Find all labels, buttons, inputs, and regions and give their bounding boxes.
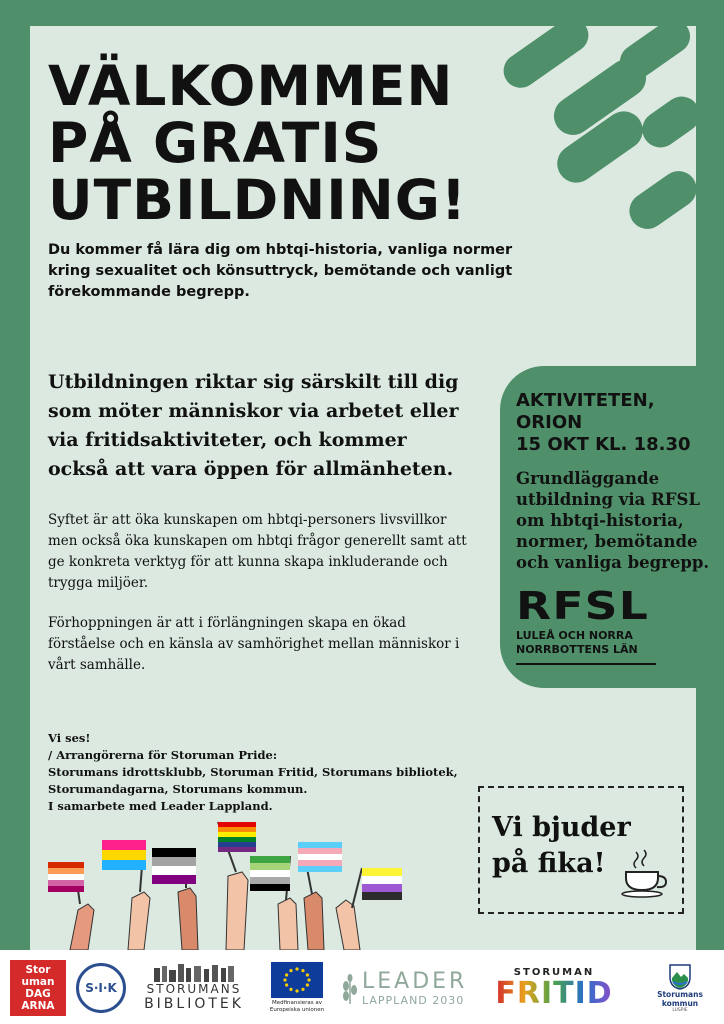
title-line: UTBILDNING!: [48, 168, 468, 232]
pride-flags-illustration: [40, 818, 460, 950]
logo-line: FRITID: [495, 975, 613, 1011]
title-line: PÅ GRATIS: [48, 111, 383, 175]
logo-line: uman: [21, 976, 55, 988]
title-line: VÄLKOMMEN: [48, 54, 454, 118]
logo-line: kommun: [661, 998, 699, 1008]
page-title: [48, 54, 478, 232]
eu-caption: [270, 1000, 324, 1014]
hope-paragraph: Förhoppningen är att i förlängningen skapa en ökad förståelse och en känsla av samhörighet mellan människor i vårt samhälle.: [48, 615, 460, 673]
storumans-kommun-logo: [648, 960, 712, 1016]
closing-line: I samarbete med Leader Lappland.: [48, 799, 273, 813]
event-description: Grundläggande utbildning via RFSL om hbtqi-historia, normer, bemötande och vanliga begrepp.: [516, 469, 710, 572]
logo-line: LAPPLAND 2030: [362, 993, 465, 1007]
coat-of-arms-icon: [669, 964, 691, 990]
sponsor-logos-bar: [0, 950, 724, 1024]
rfsl-subtitle: [516, 629, 656, 665]
bookshelf-icon: [154, 964, 234, 982]
logo-line: Stor: [25, 964, 51, 976]
closing-line: Storumans idrottsklubb, Storuman Fritid, Storumans bibliotek,: [48, 765, 458, 779]
sik-logo: S·I·K: [76, 963, 126, 1013]
logo-line: Medfinansieras av: [271, 1000, 323, 1006]
event-line: 15 OKT KL. 18.30: [516, 434, 691, 455]
eu-logo: [262, 960, 332, 1016]
purpose-paragraph: Syftet är att öka kunskapen om hbtqi-personers livsvillkor men också öka kunskapen om hbtqi frågor generellt samt att ge konkreta verktyg för att kunna skapa inkluderande och trygga miljöer.: [48, 512, 467, 591]
closing-line: / Arrangörerna för Storuman Pride:: [48, 748, 278, 762]
event-details: [516, 390, 724, 456]
logo-line: BIBLIOTEK: [144, 996, 244, 1012]
lead-text: Utbildningen riktar sig särskilt till dig som möter människor via arbetet eller via fritidsaktiviteter, och kommer också att vara öppen för allmänheten.: [48, 371, 459, 480]
eu-flag-icon: [271, 962, 323, 998]
rfsl-sub-line: NORRBOTTENS LÄN: [516, 643, 638, 656]
logo-line: STORUMAN: [513, 966, 595, 978]
leader-lappland-logo: [340, 960, 470, 1016]
event-info-box: [500, 366, 724, 688]
rfsl-sub-line: LULEÅ OCH NORRA: [516, 629, 633, 642]
logo-line: DAG: [25, 988, 51, 1000]
logo-line: LUSPIE: [672, 1007, 688, 1013]
rfsl-logo: RFSL: [516, 584, 649, 628]
logo-line: STORUMANS: [146, 982, 242, 996]
event-line: AKTIVITETEN,: [516, 390, 655, 411]
coffee-cup-icon: [618, 846, 670, 898]
leaf-icon: [342, 974, 358, 1004]
intro-text: Du kommer få lära dig om hbtqi-historia, vanliga normer kring sexualitet och könsuttryck, bemötande och vanligt förekommande begrepp.: [48, 242, 513, 300]
event-line: ORION: [516, 412, 583, 433]
fika-box: [478, 786, 684, 914]
storumans-bibliotek-logo: [142, 960, 246, 1016]
logo-line: LEADER: [362, 968, 468, 994]
storuman-fritid-logo: [490, 960, 618, 1016]
fika-line: på fika!: [492, 848, 606, 879]
closing-line: Storumandagarna, Storumans kommun.: [48, 782, 308, 796]
closing-line: Vi ses!: [48, 731, 91, 745]
fika-line: Vi bjuder: [492, 812, 631, 843]
storumandagarna-logo: [10, 960, 66, 1016]
closing-signature: [48, 730, 478, 815]
logo-line: Storumans: [657, 989, 703, 999]
logo-line: ARNA: [21, 1000, 55, 1012]
logo-line: Europeiska unionen: [269, 1007, 325, 1013]
